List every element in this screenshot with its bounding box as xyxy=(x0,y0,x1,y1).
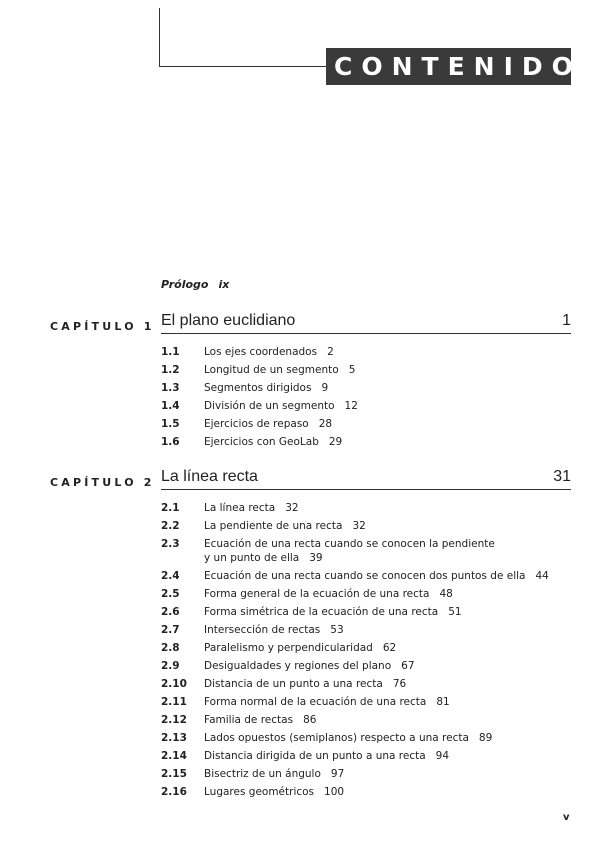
prologo-label: Prólogo xyxy=(161,278,209,291)
section-title: Paralelismo y perpendicularidad xyxy=(204,642,373,654)
section-page: 81 xyxy=(436,696,450,708)
section-title: Distancia dirigida de un punto a una recta xyxy=(204,750,426,762)
section-number: 2.7 xyxy=(161,624,180,636)
section-page: 28 xyxy=(318,418,333,430)
section-title: Forma simétrica de la ecuación de una recta xyxy=(204,606,439,618)
section-page: 39 xyxy=(309,552,323,564)
toc-entry[interactable] xyxy=(161,381,581,395)
section-page: 97 xyxy=(330,768,345,780)
toc-entry[interactable] xyxy=(161,399,581,413)
section-page: 12 xyxy=(344,400,358,412)
section-page: 67 xyxy=(401,660,415,672)
section-page: 94 xyxy=(435,750,450,762)
section-page: 89 xyxy=(478,732,493,744)
chapter-label: CAPÍTULO 2 xyxy=(50,476,155,489)
section-number: 2.5 xyxy=(161,588,180,600)
toc-entry[interactable] xyxy=(161,605,581,619)
section-title: La línea recta xyxy=(204,502,276,514)
section-page: 5 xyxy=(348,364,356,376)
toc-entry[interactable] xyxy=(161,501,581,515)
section-list xyxy=(161,501,581,803)
toc-entry[interactable] xyxy=(161,569,581,583)
toc-entry[interactable] xyxy=(161,767,581,781)
section-number: 2.11 xyxy=(161,696,187,708)
toc-entry[interactable] xyxy=(161,435,581,449)
section-title: Desigualdades y regiones del plano xyxy=(204,660,392,672)
chapter-page: 1 xyxy=(562,312,571,329)
section-number: 2.4 xyxy=(161,570,180,582)
section-page: 32 xyxy=(352,520,366,532)
section-page: 51 xyxy=(448,606,462,618)
section-number: 2.15 xyxy=(161,768,187,780)
toc-entry[interactable] xyxy=(161,731,581,745)
toc-entry[interactable] xyxy=(161,695,581,709)
page-number: v xyxy=(563,812,570,823)
section-number: 2.13 xyxy=(161,732,187,744)
section-title: Ejercicios de repaso xyxy=(204,418,309,430)
toc-entry[interactable] xyxy=(161,417,581,431)
section-number: 2.6 xyxy=(161,606,180,618)
section-title: Bisectriz de un ángulo xyxy=(204,768,321,780)
section-title: Longitud de un segmento xyxy=(204,364,339,376)
section-title: Familia de rectas xyxy=(204,714,294,726)
section-number: 2.14 xyxy=(161,750,187,762)
prologo-entry[interactable] xyxy=(161,278,229,291)
corner-rule-vertical xyxy=(159,8,160,66)
section-page: 2 xyxy=(327,346,334,358)
toc-entry[interactable] xyxy=(161,713,581,727)
section-title: Ecuación de una recta cuando se conocen dos puntos de ella xyxy=(204,570,526,582)
section-number: 1.3 xyxy=(161,382,180,394)
section-number: 2.16 xyxy=(161,786,187,798)
section-page: 62 xyxy=(382,642,397,654)
prologo-page: ix xyxy=(218,278,230,291)
section-title: Lados opuestos (semiplanos) respecto a una recta xyxy=(204,732,469,744)
section-number: 2.1 xyxy=(161,502,180,514)
section-number: 1.5 xyxy=(161,418,180,430)
section-title: Ecuación de una recta cuando se conocen la pendiente xyxy=(204,538,495,550)
section-number: 2.2 xyxy=(161,520,180,532)
section-page: 48 xyxy=(439,588,453,600)
section-number: 2.10 xyxy=(161,678,187,690)
section-title: Segmentos dirigidos xyxy=(204,382,312,394)
corner-rule-horizontal xyxy=(159,66,326,67)
section-title: Los ejes coordenados xyxy=(204,346,318,358)
chapter-label: CAPÍTULO 1 xyxy=(50,320,155,333)
section-title: Forma normal de la ecuación de una recta xyxy=(204,696,427,708)
toc-entry[interactable] xyxy=(161,363,581,377)
toc-entry[interactable] xyxy=(161,519,581,533)
section-title: Ejercicios con GeoLab xyxy=(204,436,319,448)
section-title: La pendiente de una recta xyxy=(204,520,343,532)
section-page: 44 xyxy=(535,570,549,582)
section-title-continued: y un punto de ella xyxy=(204,552,300,564)
toc-entry[interactable] xyxy=(161,587,581,601)
section-number: 2.8 xyxy=(161,642,180,654)
section-number: 2.9 xyxy=(161,660,180,672)
section-title: División de un segmento xyxy=(204,400,335,412)
chapter-rule xyxy=(161,333,571,334)
section-number: 1.1 xyxy=(161,346,180,358)
section-page: 53 xyxy=(330,624,344,636)
toc-entry[interactable] xyxy=(161,537,581,565)
section-page: 86 xyxy=(303,714,317,726)
chapter-title[interactable]: La línea recta xyxy=(161,468,258,485)
section-title: Distancia de un punto a una recta xyxy=(204,678,383,690)
toc-entry[interactable] xyxy=(161,785,581,799)
toc-entry[interactable] xyxy=(161,749,581,763)
section-title: Intersección de rectas xyxy=(204,624,321,636)
section-list xyxy=(161,345,581,453)
chapter-title[interactable]: El plano euclidiano xyxy=(161,312,296,329)
section-title: Forma general de la ecuación de una recta xyxy=(204,588,430,600)
toc-entry[interactable] xyxy=(161,677,581,691)
toc-entry[interactable] xyxy=(161,641,581,655)
section-page: 9 xyxy=(321,382,329,394)
toc-entry[interactable] xyxy=(161,659,581,673)
chapter-rule xyxy=(161,489,571,490)
page-title: CONTENIDO xyxy=(326,48,571,85)
section-number: 2.3 xyxy=(161,538,180,550)
section-number: 1.4 xyxy=(161,400,180,412)
section-page: 100 xyxy=(324,786,345,798)
toc-entry[interactable] xyxy=(161,623,581,637)
section-number: 2.12 xyxy=(161,714,187,726)
section-number: 1.6 xyxy=(161,436,180,448)
section-page: 76 xyxy=(392,678,407,690)
section-title: Lugares geométricos xyxy=(204,786,315,798)
section-number: 1.2 xyxy=(161,364,180,376)
section-page: 29 xyxy=(328,436,343,448)
chapter-page: 31 xyxy=(553,468,571,485)
toc-entry[interactable] xyxy=(161,345,581,359)
section-page: 32 xyxy=(285,502,299,514)
